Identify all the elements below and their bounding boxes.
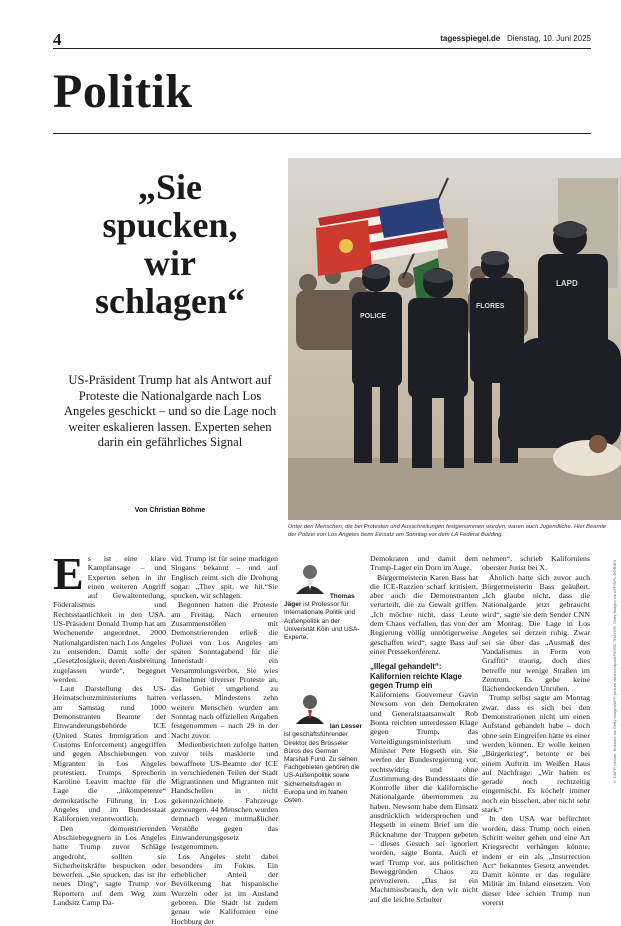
paragraph-5: Begonnen hatten die Proteste am Freitag. Nach erneuten Zusammenstößen mit Demonstrierenden erließ die Polizei von Los Angeles am späten Sonntagabend für die Innenstadt ein Versammlungsverbot. Sie wies Teilnehmer diverser Proteste an, das Gebiet umgehend zu verlassen. Mindestens zehn weitere Menschen wurden am Sonntag nach offiziellen Angaben festgenommen – nach 29 in der Nacht zuvor.	[171, 600, 278, 740]
headline-line-3: wir	[144, 243, 196, 283]
paragraph-1-text: s ist eine klare Kampfansage – und Experten sehen in ihr einen weiteren Angriff auf Gewaltenteilung, Föderalismus und Rechtsstaatlichkeit in den USA. US-Präsident Donald Trump hat am Wochenende angeordnet, 2000 Nationalgardisten nach Los Angeles zu entsenden. Damit solle der „Gesetzlosigkeit, deren Ausbreitung zugelassen wurde“, begegnet werden.	[53, 554, 166, 684]
article-subhead: „Illegal gehandelt“: Kalifornien reichte Klage gegen Trump ein	[370, 662, 462, 690]
expert-2-bio: ist geschäftsführender Direktor des Brüsseler Büros des German Marshall Fund. Zu seinen Fachgebieten gehören die US-Außenpolitik sowie Sicherheitsfragen in Europa und im Nahen Osten.	[284, 731, 360, 805]
police-scene-illustration	[288, 158, 621, 520]
paragraph-12: Ähnlich hatte sich zuvor auch Bürgermeisterin Bass geäußert. „Ich glaube nicht, dass die Nationalgarde jetzt gebraucht wird“, sagte sie dem Sender CNN am Montag. Die Lage in Los Angeles sei derzeit ruhig. Zwar sei sie über das „Ausmaß des Vandalismus in Form von Graffiti“ traurig, doch dies betreffe nur wenige Straßen im Zentrum. Es gebe keine flächendeckenden Unruhen.	[482, 572, 590, 694]
publication-name: tagesspiegel.de	[440, 34, 501, 43]
article-byline: Von Christian Böhme	[134, 507, 206, 514]
headline-line-1: „Sie	[137, 167, 202, 207]
article-teaser: US-Präsident Trump hat als Antwort auf Proteste die Nationalgarde nach Los Angeles geschickt – und so die Lage noch weiter eskalieren lassen. Experten sehen darin ein gefährliches Signal	[63, 373, 277, 450]
paragraph-7: Los Angeles steht dabei besonders im Fokus. Ein erheblicher Anteil der Bevölkerung hat hispanische Wurzeln oder ist im Ausland geboren. Die Stadt ist zudem genau wie Kalifornien eine Hochburg der	[171, 851, 278, 926]
paragraph-13: Trump selbst sagte am Montag zwar, dass es sich bei den Demonstrationen nicht um einen Aufstand gehandelt habe – doch ohne sein Eingreifen hätte es einer werden können. Er wolle keinen „Bürgerkrieg“, betonte er bei einem Auftritt im Weißen Haus auf Nachfrage: „Wir haben es gerade noch rechtzeitig eingemischt. Es köchelt immer noch ein bisschen, aber nicht sehr stark.“	[482, 693, 590, 815]
paragraph-9: Bürgermeisterin Karen Bass hat die ICE-Razzien scharf kritisiert, aber auch die Demonstranten verurteilt, die zu Gewalt griffen. „Ich möchte nicht, dass Leute dem Chaos verfallen, das von der Regierung völlig unnötigerweise geschaffen wird“, sagte Bass auf einer Pressekonferenz.	[370, 572, 478, 656]
paragraph-6: Medienberichten zufolge hatten zuvor teils maskierte und bewaffnete US-Beamte der ICE in verschiedenen Teilen der Stadt Migrantinnen und Migranten mit Handschellen in nicht gekennzeichnete Fahrzeuge gezwungen. 44 Menschen wurden demnach wegen mutmaßlicher Verstöße gegen das Einwanderungsgesetz festgenommen.	[171, 739, 278, 852]
paragraph-10: Kaliforniens Gouverneur Gavin Newsom von den Demokraten und Generalstaatsanwalt Rob Bonta reichten unterdessen Klage gegen Trump, das Verteidigungsministerium und Minister Pete Hegseth ein. Sie werfen der Bundesregierung vor, rechtswidrig und ohne Zustimmung des Bundesstaats die Kontrolle über die kalifornische Nationalgarde übernommen zu haben. Newsom habe dem Einsatz ausdrücklich widersprochen und Hegseth in einem Brief um die Rücknahme der Truppen gebeten – dieses Gesuch sei ignoriert worden, sagte Bonta. Auch er warf Trump vor, aus politischen Beweggründen Chaos zu provozieren. „Das ist ein Machtmissbrauch, den wir nicht auf die leichte Schulter	[370, 690, 478, 904]
drop-cap: E	[53, 548, 84, 599]
photo-caption: Unter den Menschen, die bei Protesten und Ausschreitungen festgenommen wurden, waren auch Jugendliche. Hier Beamte der Polizei von Los Angeles beim Einsatz am Sonntag vor dem LA Federal Building.	[288, 524, 607, 538]
expert-1-name: Thomas Jäger	[284, 593, 355, 609]
paragraph-14: In den USA war befürchtet worden, dass Trump noch einen Schritt weiter gehen und eine Art Kriegsrecht verhängen könnte, indem er ein als „Insurrection Act“ bekanntes Gesetz anwendet. Damit könnte er das reguläre Militär im Inland einsetzen. Von dieser Idee schien Trump nun vorerst	[482, 814, 590, 907]
page-number: 4	[53, 30, 62, 49]
expert-1-bio: ist Professor für Internationale Politik und Außenpolitik an der Universität Köln und USA-Experte.	[284, 601, 360, 642]
article-column-5	[482, 554, 590, 907]
paragraph-11: nehmen“, schrieb Kaliforniens oberster Jurist bei X.	[482, 554, 590, 573]
ian-lesser-portrait	[292, 690, 328, 724]
paragraph-8: Demokraten und damit dem Trump-Lager ein Dorn im Auge.	[370, 554, 478, 573]
paragraph-2: Laut Darstellung des US-Heimatschutzministeriums hatten am Samstag rund 1000 Demonstranten Beamte der Einwanderungsbehörde ICE (United States Immigration and Customs Enforcement) angegriffen und gegen Abschiebungen von Migranten in Los Angeles protestiert. Trumps Sprecherin Karoline Leavitt machte für die Lage die „inkompetente“ demokratische Führung in Los Angeles und im Bundesstaat Kalifornien verantwortlich.	[53, 684, 166, 824]
headline-line-4: schlagen“	[94, 281, 245, 321]
expert-box-1	[284, 560, 362, 642]
top-rule	[53, 48, 591, 49]
article-column-4	[370, 554, 478, 904]
masthead	[440, 34, 591, 43]
vest-label-1: POLICE	[360, 313, 387, 320]
article-column-1	[53, 548, 166, 907]
expert-2-name: Ian Lesser	[329, 723, 362, 731]
article-column-2	[171, 554, 278, 926]
expert-box-2	[284, 690, 362, 805]
news-photo	[288, 158, 621, 520]
expert-column	[284, 554, 362, 805]
paragraph-1	[53, 548, 166, 684]
vest-label-3: LAPD	[556, 279, 578, 288]
photo-credit: © DAPP, picture, Robinho via Getty Images/AFP, picture alliance/dpa/AP/ERIC THAYER, Getty Images via AFP/SPL-DORIES	[612, 560, 617, 785]
issue-date: Dienstag, 10. Juni 2025	[506, 34, 591, 43]
thomas-jaeger-portrait	[292, 560, 328, 594]
paragraph-3: Den demonstrierenden Abschiebegegnern in Los Angeles hatte Trump zuvor Schläge angedroht, sollten sie Sicherheitskräfte bespucken oder bewerfen. „Sie spucken, das ist ihr neues Ding“, sagte Trump vor Reportern auf dem Weg zum Landsitz Camp Da-	[53, 823, 166, 907]
section-title: Politik	[53, 65, 193, 118]
article-headline	[60, 168, 280, 320]
vest-label-2: FLORES	[476, 303, 505, 310]
section-rule	[53, 133, 591, 134]
paragraph-4: vid. Trump ist für seine markigen Slogans bekannt – und auf Englisch reimt sich die Drohung sogar: „They spit, we hit.“Sie spucken, wir schlagen.	[171, 554, 278, 601]
headline-line-2: spucken,	[102, 205, 238, 245]
